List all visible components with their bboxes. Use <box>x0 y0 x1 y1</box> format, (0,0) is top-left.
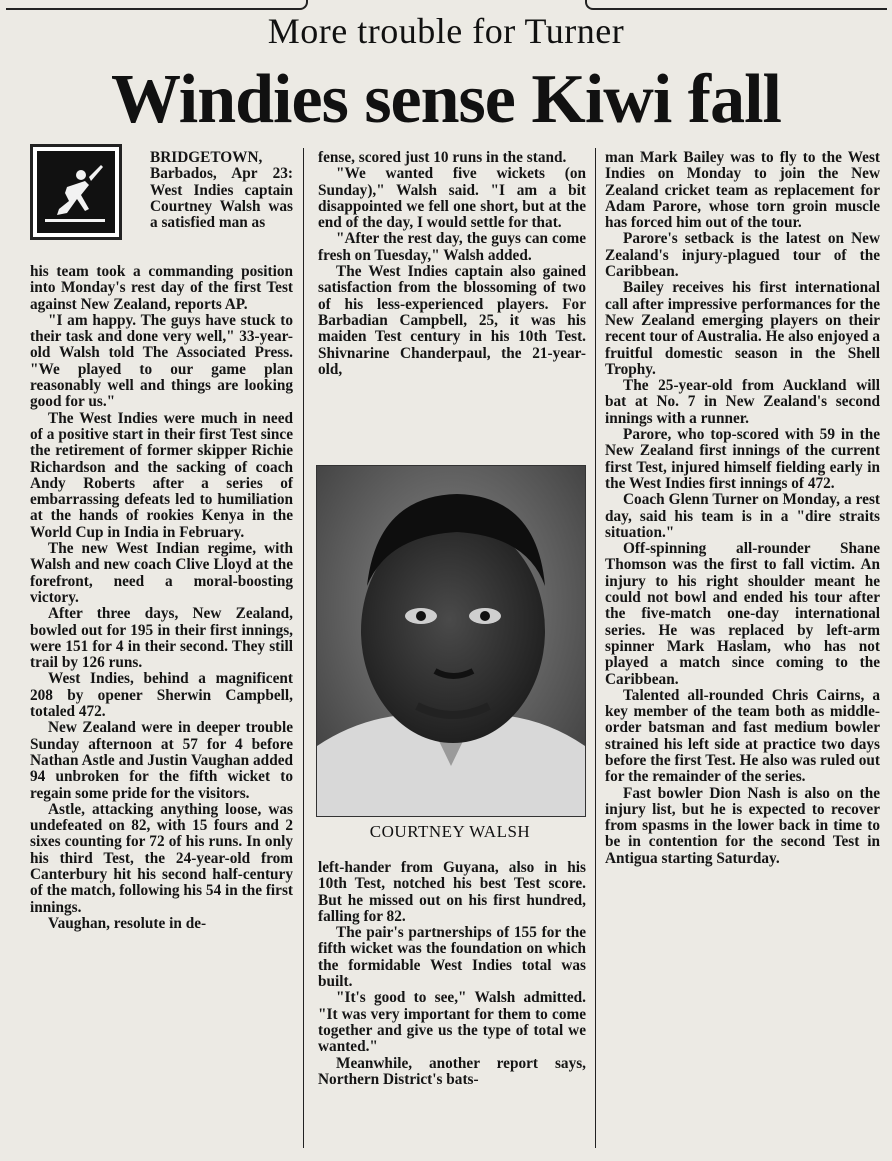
col3-para: Bailey receives his first international call after impressive performances for the New Zealand emerging players on their recent tour of Australia. He also enjoyed a fruitful domestic season in the Shell Trophy. <box>605 279 880 378</box>
col1-para: "I am happy. The guys have stuck to their task and done very well," 33-year-old Walsh told The Associated Press. "We played to our game plan reasonably well and things are looking good for us." <box>30 311 293 411</box>
header-frame-left <box>6 0 308 10</box>
col2-para: The West Indies captain also gained satisfaction from the blossoming of two of his less-experienced players. For Barbadian Campbell, 25, it was his maiden Test century in his 10th Test. Shivnarine Chanderpaul, the 21-year-old, <box>318 263 586 378</box>
portrait-image <box>317 466 585 816</box>
col1-para: West Indies, behind a magnificent 208 by opener Sherwin Campbell, totaled 472. <box>30 670 293 721</box>
col1-para: New Zealand were in deeper trouble Sunday afternoon at 57 for 4 before Nathan Astle and Justin Vaughan added 94 unbroken for the fifth wicket to regain some pride for the visitors. <box>30 719 293 802</box>
col1-para: The new West Indian regime, with Walsh and new coach Clive Lloyd at the forefront, need a moral-boosting victory. <box>30 540 293 606</box>
kicker-headline: More trouble for Turner <box>267 11 625 51</box>
col2b-para: The pair's partnerships of 155 for the fifth wicket was the foundation on which the formidable West Indies total was built. <box>318 924 586 991</box>
main-headline: Windies sense Kiwi fall <box>111 61 781 138</box>
column-2-bottom <box>318 860 586 1088</box>
header-frame-right <box>585 0 887 10</box>
col2b-para: Meanwhile, another report says, Northern District's bats- <box>318 1054 586 1088</box>
col3-para: Parore, who top-scored with 59 in the New Zealand first innings of the current first Test, injured himself fielding early in the West Indies first innings of 472. <box>605 426 880 492</box>
col3-para: man Mark Bailey was to fly to the West Indies on Monday to join the New Zealand cricket team as replacement for Adam Parore, whose torn groin muscle has forced him out of the tour. <box>605 149 880 232</box>
col1-para: his team took a commanding position into Monday's rest day of the first Test against New Zealand, reports AP. <box>30 263 293 313</box>
col3-para: Coach Glenn Turner on Monday, a rest day, said his team is in a "dire straits situation." <box>605 491 880 541</box>
col3-para: Fast bowler Dion Nash is also on the injury list, but he is expected to recover from spasms in the lower back in time to be in contention for the second Test in Antigua starting Saturday. <box>605 784 880 867</box>
column-rule-2 <box>595 148 596 1148</box>
col2b-para: "It's good to see," Walsh admitted. "It was very important for them to come together and give us the type of total we wanted." <box>318 989 586 1056</box>
col2-para: fense, scored just 10 runs in the stand. <box>318 149 567 166</box>
dateline-text: BRIDGETOWN, Barbados, Apr 23: West Indies captain Courtney Walsh was a satisfied man as <box>150 149 293 232</box>
col2-para: "We wanted five wickets (on Sunday)," Walsh said. "I am a bit disappointed we fell one short, but at the end of the day, I would settle for that. <box>318 165 586 232</box>
col3-para: Parore's setback is the latest on New Zealand's injury-plagued tour of the Caribbean. <box>605 230 880 281</box>
col1-para: The West Indies were much in need of a positive start in their first Test since the retirement of former skipper Richie Richardson and the sacking of coach Andy Roberts after a series of embarrassing defeats led to humiliation at the hands of rookies Kenya in the World Cup in India in February. <box>30 409 293 541</box>
col2b-para: left-hander from Guyana, also in his 10th Test, notched his best Test score. But he missed out on his first hundred, falling for 82. <box>318 859 586 925</box>
col1-para: Vaughan, resolute in de- <box>48 914 207 932</box>
col2-para: "After the rest day, the guys can come fresh on Tuesday," Walsh added. <box>318 230 586 264</box>
col1-para: Astle, attacking anything loose, was undefeated on 82, with 15 fours and 2 sixes counting for 72 of his runs. In only his third Test, the 24-year-old from Canterbury hit his second half-century of the match, following his 54 in the first innings. <box>30 800 294 916</box>
column-2-top <box>318 150 586 378</box>
cricket-logo <box>30 144 122 240</box>
col3-para: Off-spinning all-rounder Shane Thomson was the first to fall victim. An injury to his right shoulder meant he could not bowl and ended his tour after the five-match one-day international series. He was replaced by left-arm spinner Mark Haslam, who has not played a match since coming to the Caribbean. <box>605 540 880 688</box>
col3-para: Talented all-rounded Chris Cairns, a key member of the team both as middle-order batsman and fast medium bowler strained his left side at practice two days before the first Test. He also was ruled out for the remainder of the series. <box>605 686 880 786</box>
photo-caption: COURTNEY WALSH <box>369 822 531 841</box>
cricketer-silhouette-icon <box>37 151 115 233</box>
portrait-photo <box>316 465 586 817</box>
column-1 <box>30 264 293 932</box>
dateline <box>150 150 293 231</box>
column-rule-1 <box>303 148 304 1148</box>
col1-para: After three days, New Zealand, bowled out for 195 in their first innings, were 151 for 4 in their second. They still trail by 126 runs. <box>30 605 293 672</box>
col3-para: The 25-year-old from Auckland will bat at No. 7 in New Zealand's second innings with a runner. <box>605 377 880 427</box>
column-3 <box>605 150 880 867</box>
